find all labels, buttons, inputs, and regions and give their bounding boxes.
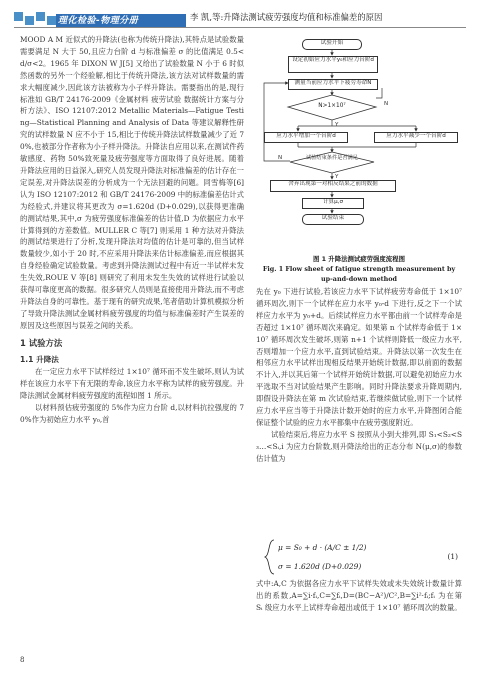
flow-node-measure: 测量当前应力水平下疲劳寿命N (288, 79, 378, 90)
flow-node-start: 试验开始 (302, 39, 362, 50)
flow-branch-no: N (278, 155, 283, 161)
flow-node-increase: 应力水平增加一个台阶d (264, 132, 348, 143)
body-paragraph: 式中:A,C 为依据各应力水平下试样失效或未失效统计数量计算出的系数,A=∑i·fᵢ,C=∑fᵢ,D=(BC−A²)/C²,B=∑i²·fᵢ;fᵢ 为在第 Sᵢ 级应力水平上试样寿命超出或低于 1×10⁷ 循环周次的数量。 (256, 579, 462, 612)
running-title: 李 凯,等:升降法测试疲劳强度均值和标准偏差的原因 (190, 12, 383, 22)
figure-caption-cn: 图 1 升降法测试疲劳强度流程图 (313, 255, 405, 263)
equation-std: σ = 1.620d (D+0.029) (278, 562, 362, 571)
header-divider (14, 27, 466, 28)
journal-logo (14, 10, 184, 34)
right-column-upper (256, 286, 462, 465)
figure-caption-en: Fig. 1 Flow sheet of fatigue strength measurement by (262, 265, 456, 273)
flow-node-init: 设定初始应力水平y₀和应力台阶d (288, 56, 378, 73)
logo-tile-icon (14, 12, 23, 21)
equation-1 (262, 538, 462, 576)
body-paragraph: 以材料预估疲劳强度的 5%作为应力台阶 d,以材料抗拉强度的 70%作为初始应力水平 y₀,首 (20, 403, 244, 425)
body-paragraph: MOOD A M 近似式的升降法(也称为传统升降法),其特点是试验数量需要满足 N 大于 50,且应力台阶 d 与标准偏差 σ 的比值满足 0.5<d/σ<2。1965 年 DIXON W J[5] 又给出了试验数量 N 小于 6 时似然函数的另外一个经验解,相比于传统升降法,该方法对试样数量的需求大幅度减少,因此该方法被称为小子样升降法。需要指出的是,现行标准如 GB/T 24176-2009《金属材料 疲劳试验 数据统计方案与分析方法》、ISO 12107:2012 Metallic Materials—Fatigue Testing—Statistical Planning and Analysis of Data 等建议解释性研究的试样数量 N 应不小于 15,相比于传统升降法试样数量减少了近 70%,也被部分作者称为小子样升降法。升降法自应用以来,在测试件药敏感度、药物 50%致死量及疲劳强度等方面取得了良好进展。随着升降法应用的日益深入,研究人员发现升降法对标准偏差的估计存在一定误差,对升降法误差的分析成为一个无法回避的问题。同雪梅等[6] 认为 ISO 12107:2012 和 GB/T 24176-2009 中的标准偏差估计式为经验式,并建议将其更改为 σ=1.620d (D+0.029),以获得更准确的测试结果,其中,σ 为疲劳强度标准偏差的估计值,D 为依据应力水平计算得到的方差数值。MULLER C 等[7] 则采用 1 种方法对升降法的测试结果进行了分析,发现升降法对均值的估计是可靠的,但当试样数量较少,如小于 20 时,不应采用升降法来估计标准偏差,而应根据其自身经验确定试验数量。考虑到升降法测试过程中有近一半试样未发生失效,ROUE V 等[8] 则研究了利用未发生失效的试样进行试验以获得可靠度更高的数据。很多研究人员则是直接使用升降法,而不考虑升降法自身的可靠性。基于现有的研究成果,笔者借助计算机模拟分析了导致升降法测试金属材料疲劳强度的均值与标准偏差时产生误差的原因及这些原因与误差之间的关系。 (20, 35, 244, 330)
flow-branch-no: N (384, 101, 389, 107)
body-paragraph: 试验结束后,将应力水平 S 按照从小到大排列,即 S₁<S₂<S₃…<Sᵢ,i 为应力台阶数,则升降法给出的正态分布 N(μ,σ)的参数估计值为 (256, 429, 462, 463)
body-paragraph: 先在 y₀ 下进行试验,若该应力水平下试样疲劳寿命低于 1×10⁷ 循环周次,则下一个试样在应力水平 y₀-d 下进行,反之下一个试样应力水平为 y₀+d。后续试样应力水平都由前一个试样寿命是否超过 1×10⁷ 循环周次来确定。如果第 n 个试样寿命低于 1×10⁷ 循环周次发生破坏,则第 n+1 个试样则降低一级应力水平,否则增加一个应力水平,直到试验结束。升降法以第一次发生在相邻应力水平试样出现相反结果开始统计数据,即以前面的数据不计入,并以其后第一个试样开始统计数据,可以避免初始应力水平选取不当对试验结果产生影响。同时升降法要求升降周期内,即假设升降法在第 m 次试验结束,若继续做试验,则下一个试样应力水平应当等于升降法计数开始时的应力水平,升降图闭合能保证整个试验的应力水平都集中在疲劳强度附近。 (256, 287, 462, 427)
subsection-heading: 1.1 升降法 (20, 354, 59, 364)
flow-node-calc: 计算μ,σ (302, 198, 364, 209)
logo-tile-icon (36, 12, 45, 21)
logo-tile-icon (25, 16, 34, 25)
section-heading: 1 试验方法 (20, 337, 63, 348)
flow-branch-yes: Y (335, 122, 339, 128)
flow-node-decrease: 应力水平减少一个台阶d (374, 132, 458, 143)
flow-node-finish: 试验结束 (302, 214, 364, 225)
figure-caption-en: up-and-down method (321, 275, 397, 283)
flow-node-decision: N>1×10⁷ (318, 103, 346, 109)
left-column (20, 34, 244, 426)
flow-node-end-check: 试验结束条件是否满足 (306, 155, 358, 161)
page-number: 8 (20, 656, 25, 664)
equation-number: (1) (447, 552, 458, 561)
logo-tile-icon (47, 16, 56, 25)
flowchart-figure (256, 36, 462, 254)
flow-branch-yes: Y (335, 174, 339, 180)
right-column-lower (256, 578, 462, 614)
equation-mean: μ = S₀ + d · (A/C ± 1/2) (278, 543, 367, 552)
flow-node-discard: 舍弃出现第一对相反结果之前的数据 (270, 180, 396, 192)
journal-logo-text: 理化检验-物理分册 (58, 16, 139, 26)
body-paragraph: 在一定应力水平下试样经过 1×10⁷ 循环而不发生破坏,则认为试样在该应力水平下有无限的寿命,该应力水平称为试样的疲劳强度。升降法测试金属材料疲劳强度的流程如图 1 所示。 (20, 367, 244, 401)
